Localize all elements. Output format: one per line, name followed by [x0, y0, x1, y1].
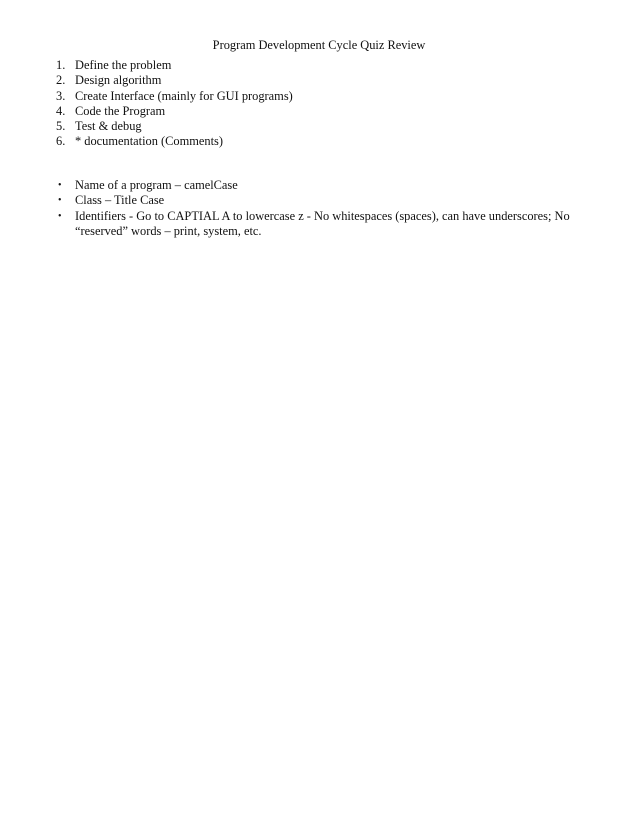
- bullet-icon: •: [58, 180, 62, 191]
- bullet-text: Identifiers - Go to CAPTIAL A to lowercase z - No whitespaces (spaces), can have underscores; No “reserved” words – print, system, etc.: [75, 208, 570, 238]
- step-text: Code the Program: [75, 103, 166, 118]
- step-text: Define the problem: [75, 58, 172, 72]
- bullet-icon: •: [58, 210, 62, 222]
- step-text: Test & debug: [75, 119, 142, 134]
- step-number: 3.: [56, 88, 66, 103]
- bullet-text: Class – Title Case: [75, 193, 165, 208]
- step-number: 4.: [56, 103, 66, 118]
- bullet-icon: •: [58, 195, 62, 207]
- document-title: Program Development Cycle Quiz Review: [212, 38, 426, 52]
- bullet-text: Name of a program – camelCase: [75, 178, 238, 192]
- step-number: 5.: [56, 119, 66, 134]
- step-number: 6.: [56, 134, 66, 149]
- step-text: * documentation (Comments): [75, 134, 223, 149]
- bullet-item: [0, 178, 595, 193]
- naming-rules-list: [0, 178, 595, 239]
- step-text: Create Interface (mainly for GUI programs): [75, 88, 293, 103]
- step-number: 1.: [56, 58, 66, 72]
- bullet-item: [0, 209, 595, 240]
- bullet-item: [0, 193, 595, 208]
- step-number: 2.: [56, 73, 66, 88]
- step-text: Design algorithm: [75, 73, 162, 88]
